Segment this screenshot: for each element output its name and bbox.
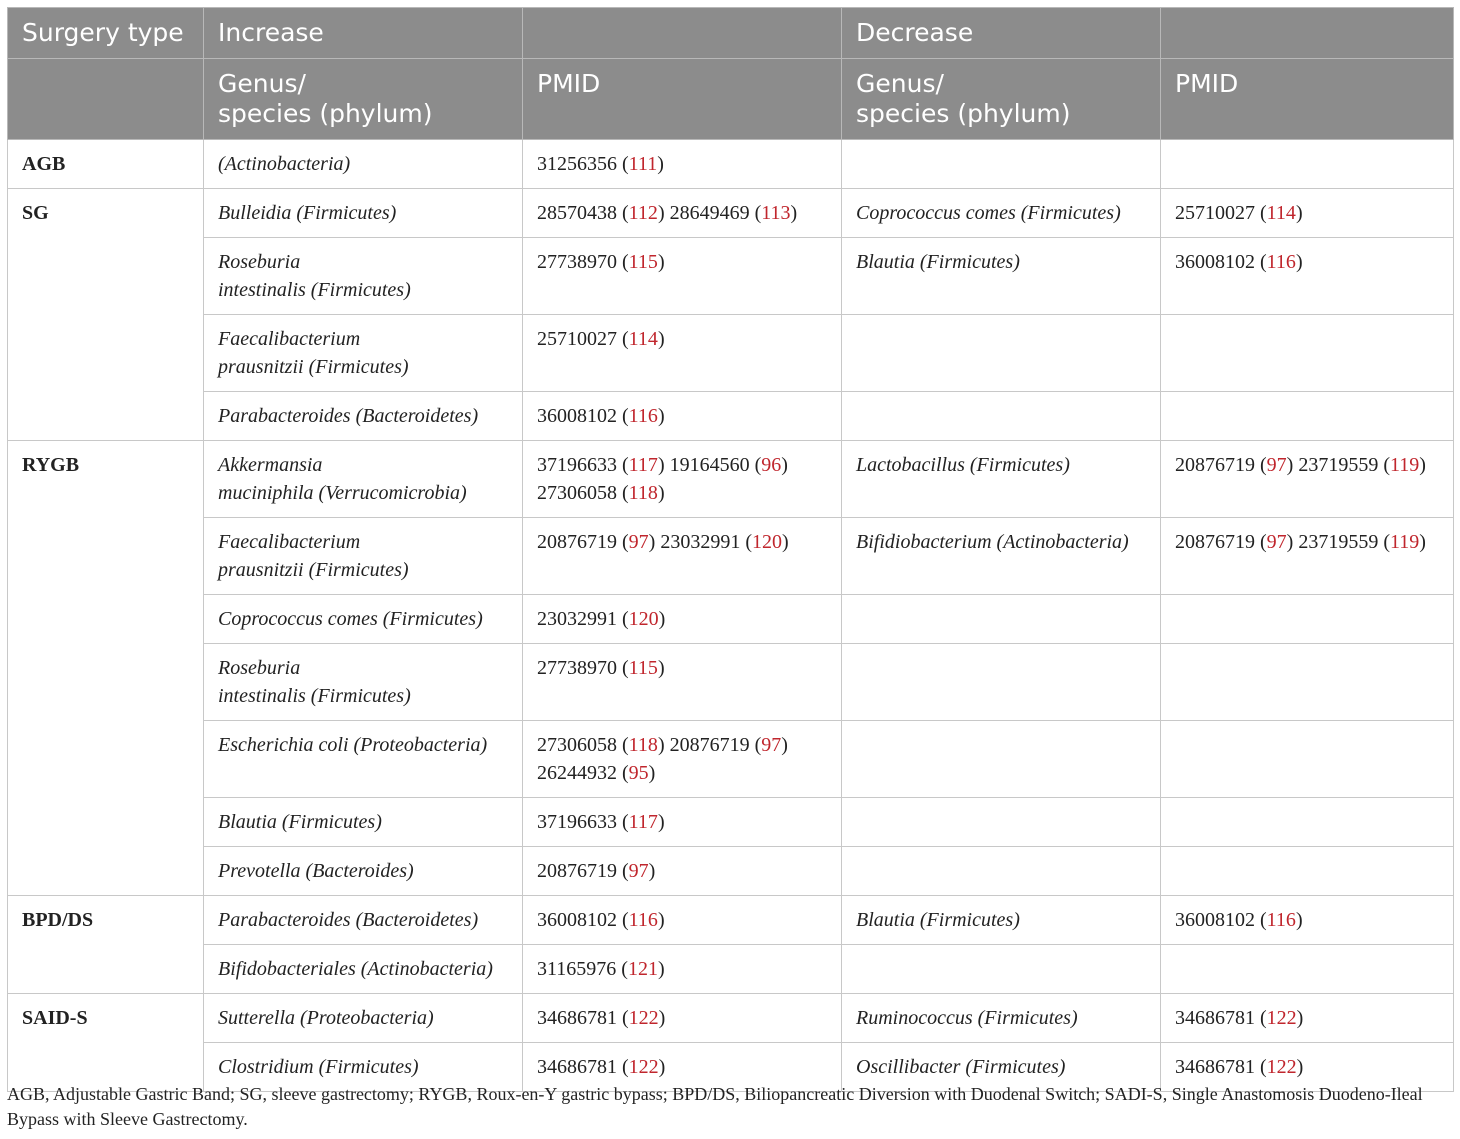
table-header [8,8,1454,140]
header-increase: Increase [204,8,523,59]
increase-pmid-cell: 27738970 (115) [523,238,842,315]
pmid-number: 36008102 [1175,909,1255,931]
reference-link[interactable]: 97 [1266,454,1287,476]
increase-genus-cell [204,518,523,595]
increase-genus-cell [204,945,523,994]
increase-pmid-cell: 36008102 (116) [523,392,842,441]
increase-genus-cell [204,315,523,392]
pmid-number: 20876719 [537,860,617,882]
surgery-type-cell: BPD/DS [8,896,204,994]
decrease-pmid-cell [1161,945,1454,994]
pmid-number: 34686781 [1175,1007,1255,1029]
decrease-pmid-cell: 34686781 (122) [1161,1043,1454,1092]
table-row [8,721,1454,798]
pmid-number: 31165976 [537,958,617,980]
pmid-number: 23719559 [1298,531,1379,553]
genus-line: Coprococcus comes (Firmicutes) [856,202,1121,224]
increase-genus-cell [204,189,523,238]
pmid-number: 19164560 [669,454,750,476]
reference-link[interactable]: 118 [628,482,658,504]
decrease-pmid-cell [1161,392,1454,441]
genus-line: Blautia (Firmicutes) [856,251,1020,273]
increase-genus-cell [204,441,523,518]
reference-link[interactable]: 111 [628,153,658,175]
genus-line: Coprococcus comes (Firmicutes) [218,608,483,630]
decrease-pmid-cell: 20876719 (97) 23719559 (119) [1161,441,1454,518]
table-row [8,994,1454,1043]
header-blank-2 [1161,8,1454,59]
increase-pmid-cell: 37196633 (117) [523,798,842,847]
increase-pmid-cell: 20876719 (97) 23032991 (120) [523,518,842,595]
increase-pmid-cell: 31256356 (111) [523,140,842,189]
increase-genus-cell [204,847,523,896]
pmid-number: 20876719 [1175,454,1255,476]
increase-pmid-cell: 34686781 (122) [523,1043,842,1092]
genus-line: prausnitzii (Firmicutes) [218,356,409,378]
genus-line: Blautia (Firmicutes) [218,811,382,833]
table-row [8,140,1454,189]
increase-genus-cell [204,595,523,644]
decrease-pmid-cell: 34686781 (122) [1161,994,1454,1043]
pmid-number: 37196633 [537,811,617,833]
reference-link[interactable]: 116 [1266,251,1296,273]
decrease-genus-cell [842,441,1161,518]
decrease-genus-cell [842,644,1161,721]
header-decrease: Decrease [842,8,1161,59]
table-row [8,595,1454,644]
reference-link[interactable]: 114 [1266,202,1296,224]
increase-pmid-cell: 23032991 (120) [523,595,842,644]
increase-pmid-cell: 27738970 (115) [523,644,842,721]
table-row [8,392,1454,441]
reference-link[interactable]: 122 [628,1007,659,1029]
reference-link[interactable]: 97 [1266,531,1287,553]
decrease-pmid-cell [1161,798,1454,847]
decrease-pmid-cell [1161,847,1454,896]
table-row [8,238,1454,315]
decrease-genus-cell [842,896,1161,945]
pmid-number: 27738970 [537,657,617,679]
header-inc-genus: Genus/ species (phylum) [204,59,523,140]
pmid-number: 23032991 [537,608,617,630]
header-blank-3 [8,59,204,140]
increase-genus-cell [204,994,523,1043]
decrease-pmid-cell: 20876719 (97) 23719559 (119) [1161,518,1454,595]
decrease-genus-cell [842,238,1161,315]
header-row-1 [8,8,1454,59]
table-body [8,140,1454,1092]
genus-line: Bifidiobacterium (Actinobacteria) [856,531,1129,553]
reference-link[interactable]: 97 [761,734,782,756]
genus-line: Oscillibacter (Firmicutes) [856,1056,1066,1078]
pmid-number: 25710027 [537,328,617,350]
decrease-pmid-cell: 36008102 (116) [1161,896,1454,945]
increase-genus-cell [204,798,523,847]
reference-link[interactable]: 120 [628,608,659,630]
header-surgery-type: Surgery type [8,8,204,59]
pmid-number: 27738970 [537,251,617,273]
decrease-pmid-cell: 36008102 (116) [1161,238,1454,315]
reference-link[interactable]: 119 [1390,531,1420,553]
table-row [8,798,1454,847]
reference-link[interactable]: 115 [628,657,658,679]
pmid-number: 27306058 [537,734,617,756]
header-inc-pmid: PMID [523,59,842,140]
decrease-pmid-cell [1161,595,1454,644]
reference-link[interactable]: 95 [628,762,649,784]
microbiota-table [7,7,1454,1092]
genus-line: prausnitzii (Firmicutes) [218,559,409,581]
reference-link[interactable]: 116 [1266,909,1296,931]
genus-line: Parabacteroides (Bacteroidetes) [218,909,479,931]
increase-pmid-cell: 27306058 (118) 20876719 (97) 26244932 (95) [523,721,842,798]
decrease-pmid-cell [1161,140,1454,189]
genus-line: Escherichia coli (Proteobacteria) [218,734,488,756]
surgery-type-cell: SG [8,189,204,441]
decrease-pmid-cell: 25710027 (114) [1161,189,1454,238]
genus-line: Lactobacillus (Firmicutes) [856,454,1070,476]
genus-line: (Actinobacteria) [218,153,351,175]
reference-link[interactable]: 120 [752,531,783,553]
genus-line: Blautia (Firmicutes) [856,909,1020,931]
decrease-pmid-cell [1161,721,1454,798]
table-row [8,644,1454,721]
table-wrapper [7,7,1453,1092]
reference-link[interactable]: 116 [628,405,658,427]
pmid-number: 31256356 [537,153,617,175]
decrease-genus-cell [842,315,1161,392]
genus-line: intestinalis (Firmicutes) [218,685,411,707]
decrease-genus-cell [842,518,1161,595]
genus-line: Parabacteroides (Bacteroidetes) [218,405,479,427]
increase-pmid-cell: 20876719 (97) [523,847,842,896]
genus-line: muciniphila (Verrucomicrobia) [218,482,467,504]
genus-line: Roseburia [218,251,301,273]
reference-link[interactable]: 115 [628,251,658,273]
reference-link[interactable]: 97 [628,860,649,882]
pmid-number: 37196633 [537,454,617,476]
increase-pmid-cell: 28570438 (112) 28649469 (113) [523,189,842,238]
pmid-number: 26244932 [537,762,617,784]
pmid-number: 27306058 [537,482,617,504]
reference-link[interactable]: 117 [628,454,658,476]
header-row-2 [8,59,1454,140]
reference-link[interactable]: 122 [628,1056,659,1078]
genus-line: Faecalibacterium [218,531,361,553]
increase-genus-cell [204,896,523,945]
genus-line: Clostridium (Firmicutes) [218,1056,419,1078]
pmid-number: 23719559 [1298,454,1379,476]
increase-pmid-cell: 34686781 (122) [523,994,842,1043]
table-row [8,315,1454,392]
reference-link[interactable]: 114 [628,328,658,350]
table-row [8,945,1454,994]
reference-link[interactable]: 96 [761,454,782,476]
decrease-genus-cell [842,721,1161,798]
decrease-genus-cell [842,189,1161,238]
reference-link[interactable]: 119 [1390,454,1420,476]
pmid-number: 28649469 [669,202,750,224]
pmid-number: 36008102 [537,405,617,427]
pmid-number: 36008102 [1175,251,1255,273]
reference-link[interactable]: 117 [628,811,658,833]
decrease-pmid-cell [1161,315,1454,392]
increase-genus-cell [204,721,523,798]
genus-line: Prevotella (Bacteroides) [218,860,414,882]
header-dec-genus: Genus/ species (phylum) [842,59,1161,140]
decrease-genus-cell [842,994,1161,1043]
genus-line: Akkermansia [218,454,323,476]
reference-link[interactable]: 113 [761,202,791,224]
pmid-number: 20876719 [1175,531,1255,553]
surgery-type-cell: SAID-S [8,994,204,1092]
table-row [8,518,1454,595]
pmid-number: 20876719 [669,734,750,756]
reference-link[interactable]: 118 [628,734,658,756]
pmid-number: 23032991 [660,531,741,553]
genus-line: Roseburia [218,657,301,679]
header-blank-1 [523,8,842,59]
pmid-number: 34686781 [537,1056,617,1078]
genus-line: Faecalibacterium [218,328,361,350]
reference-link[interactable]: 121 [627,958,658,980]
header-dec-pmid: PMID [1161,59,1454,140]
decrease-genus-cell [842,140,1161,189]
decrease-genus-cell [842,945,1161,994]
genus-line: Bifidobacteriales (Actinobacteria) [218,958,493,980]
genus-line: Sutterella (Proteobacteria) [218,1007,434,1029]
table-row [8,896,1454,945]
increase-pmid-cell: 31165976 (121) [523,945,842,994]
increase-genus-cell [204,392,523,441]
decrease-genus-cell [842,392,1161,441]
decrease-pmid-cell [1161,644,1454,721]
pmid-number: 28570438 [537,202,617,224]
pmid-number: 34686781 [537,1007,617,1029]
table-row [8,189,1454,238]
increase-genus-cell [204,238,523,315]
genus-line: Ruminococcus (Firmicutes) [856,1007,1078,1029]
reference-link[interactable]: 116 [628,909,658,931]
table-footnote: AGB, Adjustable Gastric Band; SG, sleeve gastrectomy; RYGB, Roux-en-Y gastric bypass; BPD/DS, Biliopancreatic Diversion with Duodenal Switch; SADI-S, Single Anastomosis Duodeno-Ileal Bypass with Sleeve Gastrectomy. [7,1084,1423,1129]
increase-pmid-cell: 36008102 (116) [523,896,842,945]
reference-link[interactable]: 112 [628,202,658,224]
increase-pmid-cell: 37196633 (117) 19164560 (96) 27306058 (118) [523,441,842,518]
table-row [8,847,1454,896]
reference-link[interactable]: 122 [1266,1056,1297,1078]
reference-link[interactable]: 122 [1266,1007,1297,1029]
table-row [8,441,1454,518]
reference-link[interactable]: 97 [628,531,649,553]
pmid-number: 34686781 [1175,1056,1255,1078]
increase-pmid-cell: 25710027 (114) [523,315,842,392]
increase-genus-cell [204,140,523,189]
surgery-type-cell: AGB [8,140,204,189]
surgery-type-cell: RYGB [8,441,204,896]
pmid-number: 25710027 [1175,202,1255,224]
decrease-genus-cell [842,595,1161,644]
decrease-genus-cell [842,847,1161,896]
decrease-genus-cell [842,798,1161,847]
genus-line: intestinalis (Firmicutes) [218,279,411,301]
increase-genus-cell [204,644,523,721]
pmid-number: 20876719 [537,531,617,553]
pmid-number: 36008102 [537,909,617,931]
genus-line: Bulleidia (Firmicutes) [218,202,397,224]
